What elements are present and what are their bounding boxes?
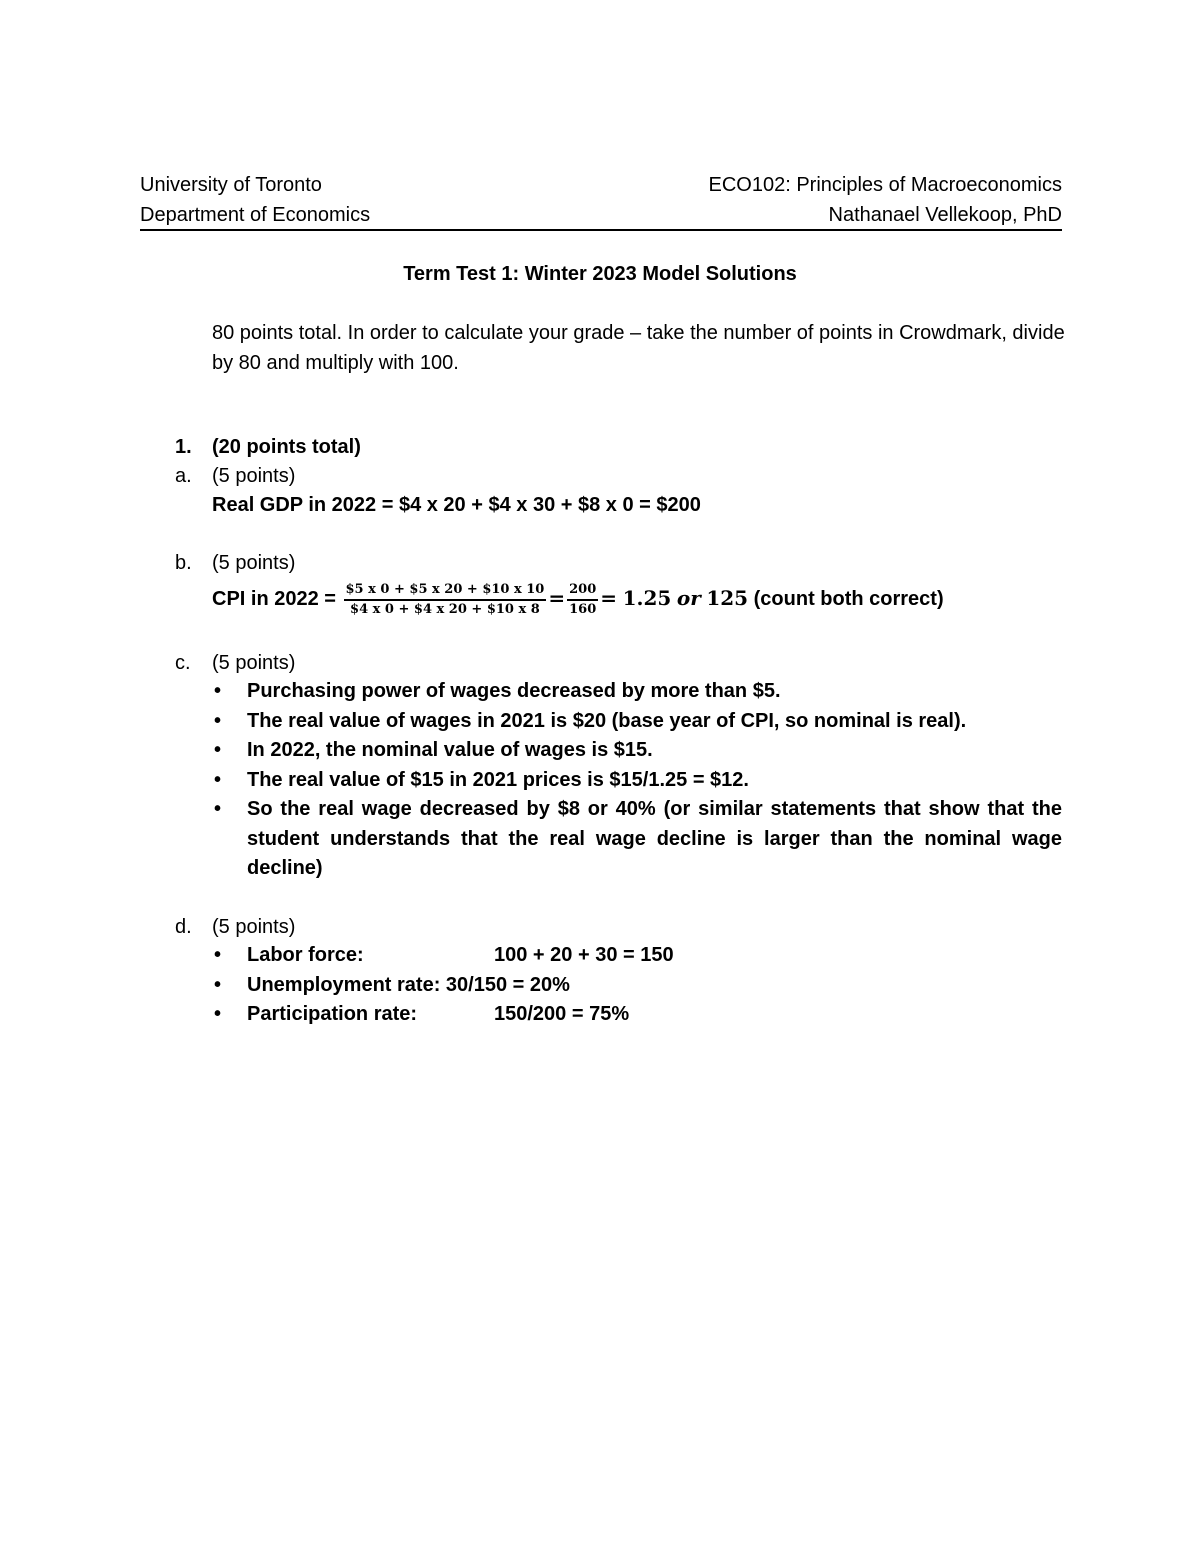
bullet-icon: •: [214, 1003, 222, 1025]
part-c-bullet-list: [212, 677, 1062, 884]
cpi-fraction-1: [344, 581, 547, 619]
instructor-name: Nathanael Vellekoop, PhD: [828, 204, 1062, 226]
header-divider: [140, 229, 1062, 231]
part-d-bullet-list: [212, 941, 1062, 1030]
part-a-points: (5 points): [212, 465, 296, 487]
part-a-marker: a.: [175, 465, 192, 487]
university-name: University of Toronto: [140, 174, 322, 196]
part-d-marker: d.: [175, 916, 192, 938]
equals-sign-2: =: [600, 586, 618, 610]
part-c-points: (5 points): [212, 652, 296, 674]
part-a-answer: Real GDP in 2022 = $4 x 20 + $4 x 30 + $8 x 0 = $200: [212, 494, 701, 516]
cpi-fraction-1-numerator: $5 x 0 + $5 x 20 + $10 x 10: [344, 581, 547, 601]
bullet-icon: •: [214, 739, 222, 761]
cpi-result-index: 125: [706, 586, 749, 610]
bullet-icon: •: [214, 798, 222, 820]
bullet-icon: •: [214, 680, 222, 702]
bullet-icon: •: [214, 768, 222, 791]
list-item: [212, 795, 1062, 884]
cpi-fraction-2-denominator: 160: [569, 601, 597, 617]
list-item: [212, 941, 1062, 971]
list-item: [212, 766, 1062, 796]
labor-force-label: Labor force:: [247, 944, 364, 966]
participation-rate-label: Participation rate:: [247, 1003, 418, 1025]
part-b-answer: [212, 576, 1062, 621]
participation-rate-value: 150/200 = 75%: [494, 1003, 630, 1025]
cpi-fraction-2-numerator: 200: [567, 581, 598, 601]
cpi-result-decimal: 1.25: [622, 586, 672, 610]
list-item: [212, 971, 1062, 1001]
unemployment-rate-label: Unemployment rate: 30/150 = 20%: [247, 973, 570, 996]
cpi-result-or: or: [676, 586, 701, 610]
bullet-text: The real value of $15 in 2021 prices is $15/1.25 = $12.: [247, 768, 749, 791]
list-item: [212, 677, 1062, 707]
intro-paragraph: 80 points total. In order to calculate your grade – take the number of points in Crowdmark, divide by 80 and multiply with 100.: [212, 322, 1065, 374]
part-d-points: (5 points): [212, 916, 296, 938]
bullet-icon: •: [214, 973, 222, 996]
bullet-text: So the real wage decreased by $8 or 40% (or similar statements that show that the student understands that the real wage decline is larger than the nominal wage decline): [247, 798, 1062, 879]
part-c-marker: c.: [175, 652, 191, 674]
document-title: Term Test 1: Winter 2023 Model Solutions: [403, 263, 797, 285]
cpi-fraction-2: [567, 581, 598, 619]
bullet-text: In 2022, the nominal value of wages is $15.: [247, 739, 653, 761]
part-b-points: (5 points): [212, 552, 296, 574]
cpi-suffix: (count both correct): [748, 588, 944, 610]
bullet-icon: •: [214, 709, 222, 732]
bullet-text: Purchasing power of wages decreased by more than $5.: [247, 680, 781, 702]
bullet-text: The real value of wages in 2021 is $20 (base year of CPI, so nominal is real).: [247, 709, 967, 732]
cpi-prefix: CPI in 2022 =: [212, 588, 342, 610]
bullet-icon: •: [214, 944, 222, 966]
question-points-total: (20 points total): [212, 436, 361, 458]
part-b-marker: b.: [175, 552, 192, 574]
header-left: [140, 170, 370, 230]
cpi-fraction-1-denominator: $4 x 0 + $4 x 20 + $10 x 8: [350, 601, 540, 617]
equals-sign-1: =: [548, 586, 566, 610]
labor-force-value: 100 + 20 + 30 = 150: [494, 944, 674, 966]
course-name: ECO102: Principles of Macroeconomics: [708, 174, 1062, 196]
list-item: [212, 736, 1062, 766]
list-item: [212, 707, 1062, 737]
department-name: Department of Economics: [140, 204, 371, 226]
list-item: [212, 1000, 1062, 1030]
header-right: [709, 170, 1062, 230]
question-number: 1.: [175, 436, 192, 458]
